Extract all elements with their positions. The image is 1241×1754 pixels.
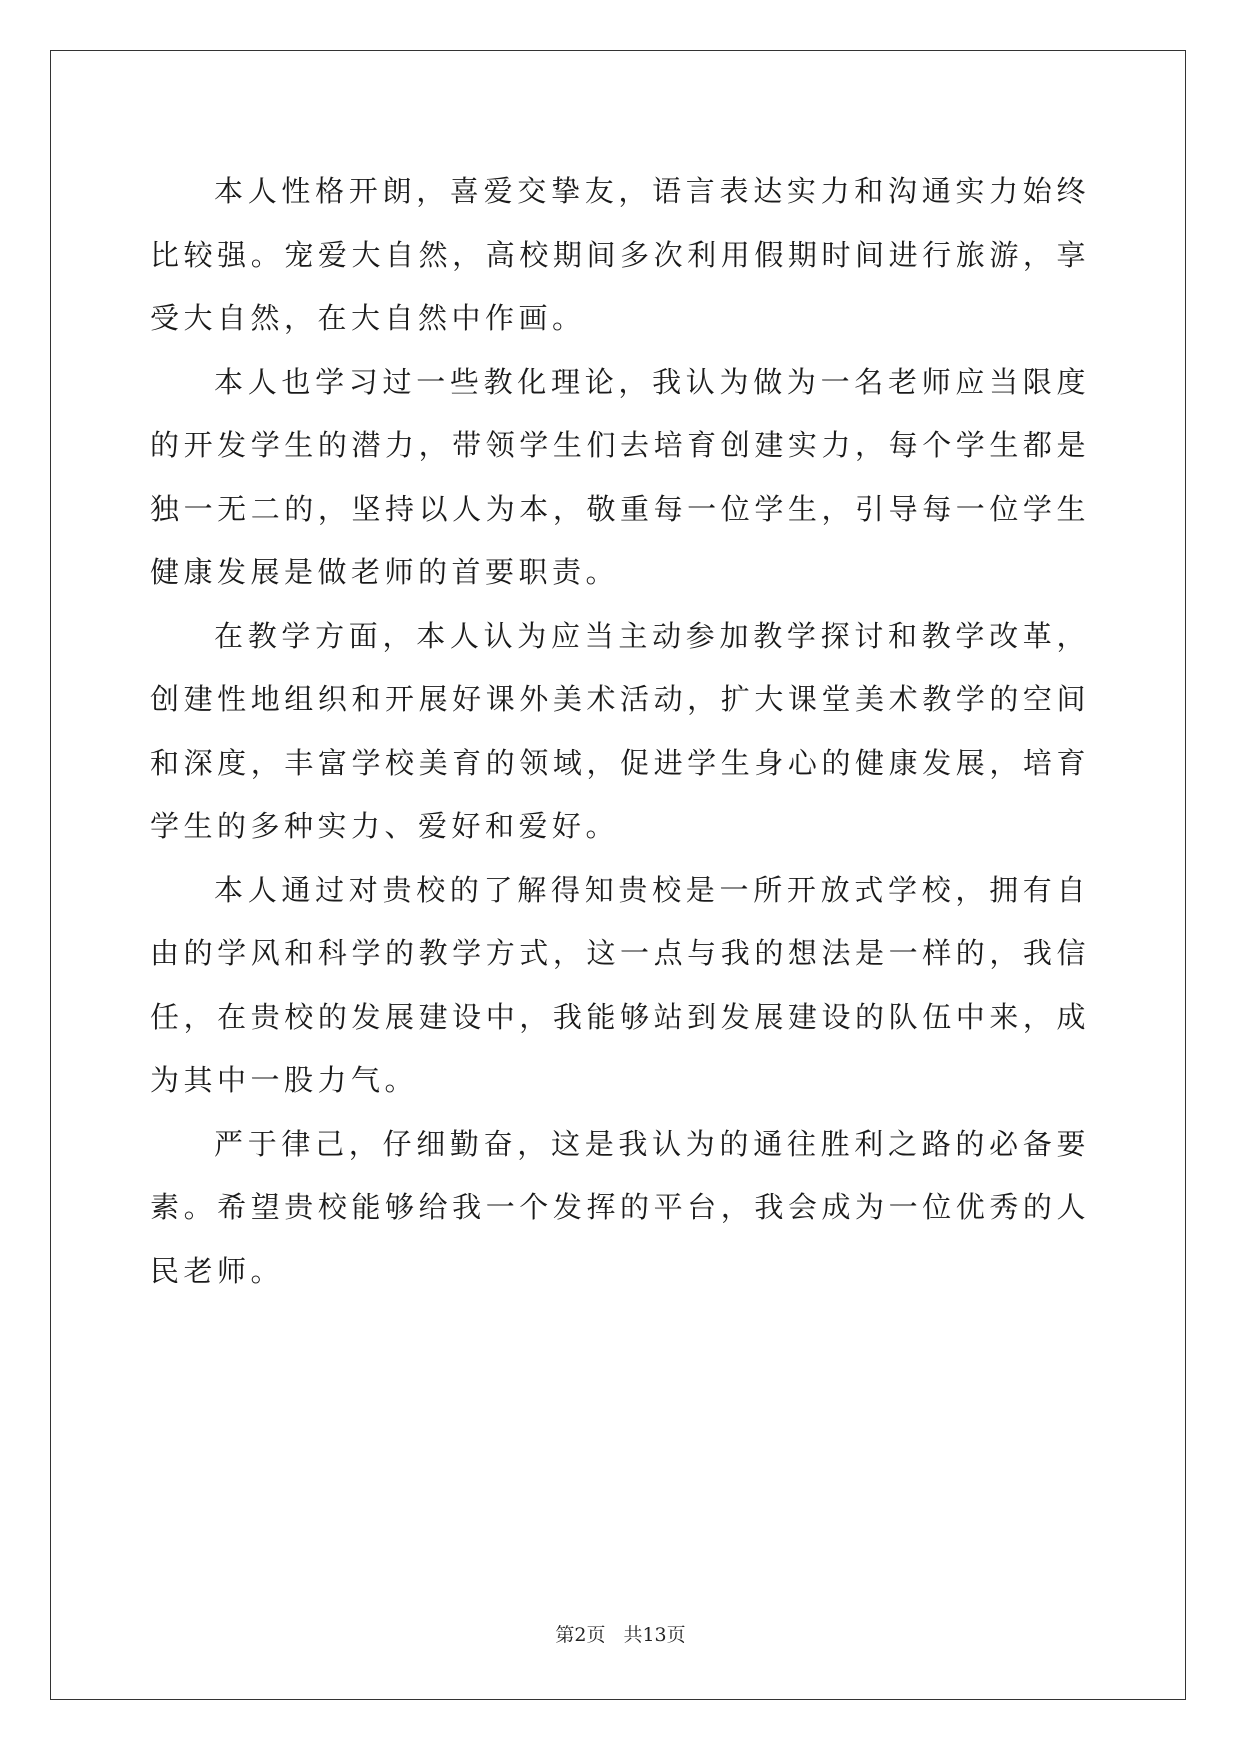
document-body bbox=[150, 160, 1090, 1303]
page-number-total: 共13页 bbox=[623, 1624, 686, 1646]
page-number-current: 第2页 bbox=[555, 1624, 606, 1646]
paragraph-4: 本人通过对贵校的了解得知贵校是一所开放式学校，拥有自由的学风和科学的教学方式，这一点与我的想法是一样的，我信任，在贵校的发展建设中，我能够站到发展建设的队伍中来，成为其中一股力气。 bbox=[150, 872, 1090, 1097]
paragraph-3: 在教学方面，本人认为应当主动参加教学探讨和教学改革，创建性地组织和开展好课外美术活动，扩大课堂美术教学的空间和深度，丰富学校美育的领域，促进学生身心的健康发展，培育学生的多种实力、爱好和爱好。 bbox=[150, 618, 1090, 843]
paragraph-1: 本人性格开朗，喜爱交挚友，语言表达实力和沟通实力始终比较强。宠爱大自然，高校期间多次利用假期时间进行旅游，享受大自然，在大自然中作画。 bbox=[150, 174, 1090, 335]
paragraph-2: 本人也学习过一些教化理论，我认为做为一名老师应当限度的开发学生的潜力，带领学生们去培育创建实力，每个学生都是独一无二的，坚持以人为本，敬重每一位学生，引导每一位学生健康发展是做老师的首要职责。 bbox=[150, 364, 1090, 589]
page-footer bbox=[0, 1620, 1241, 1647]
paragraph-5: 严于律己，仔细勤奋，这是我认为的通往胜利之路的必备要素。希望贵校能够给我一个发挥的平台，我会成为一位优秀的人民老师。 bbox=[150, 1126, 1090, 1288]
